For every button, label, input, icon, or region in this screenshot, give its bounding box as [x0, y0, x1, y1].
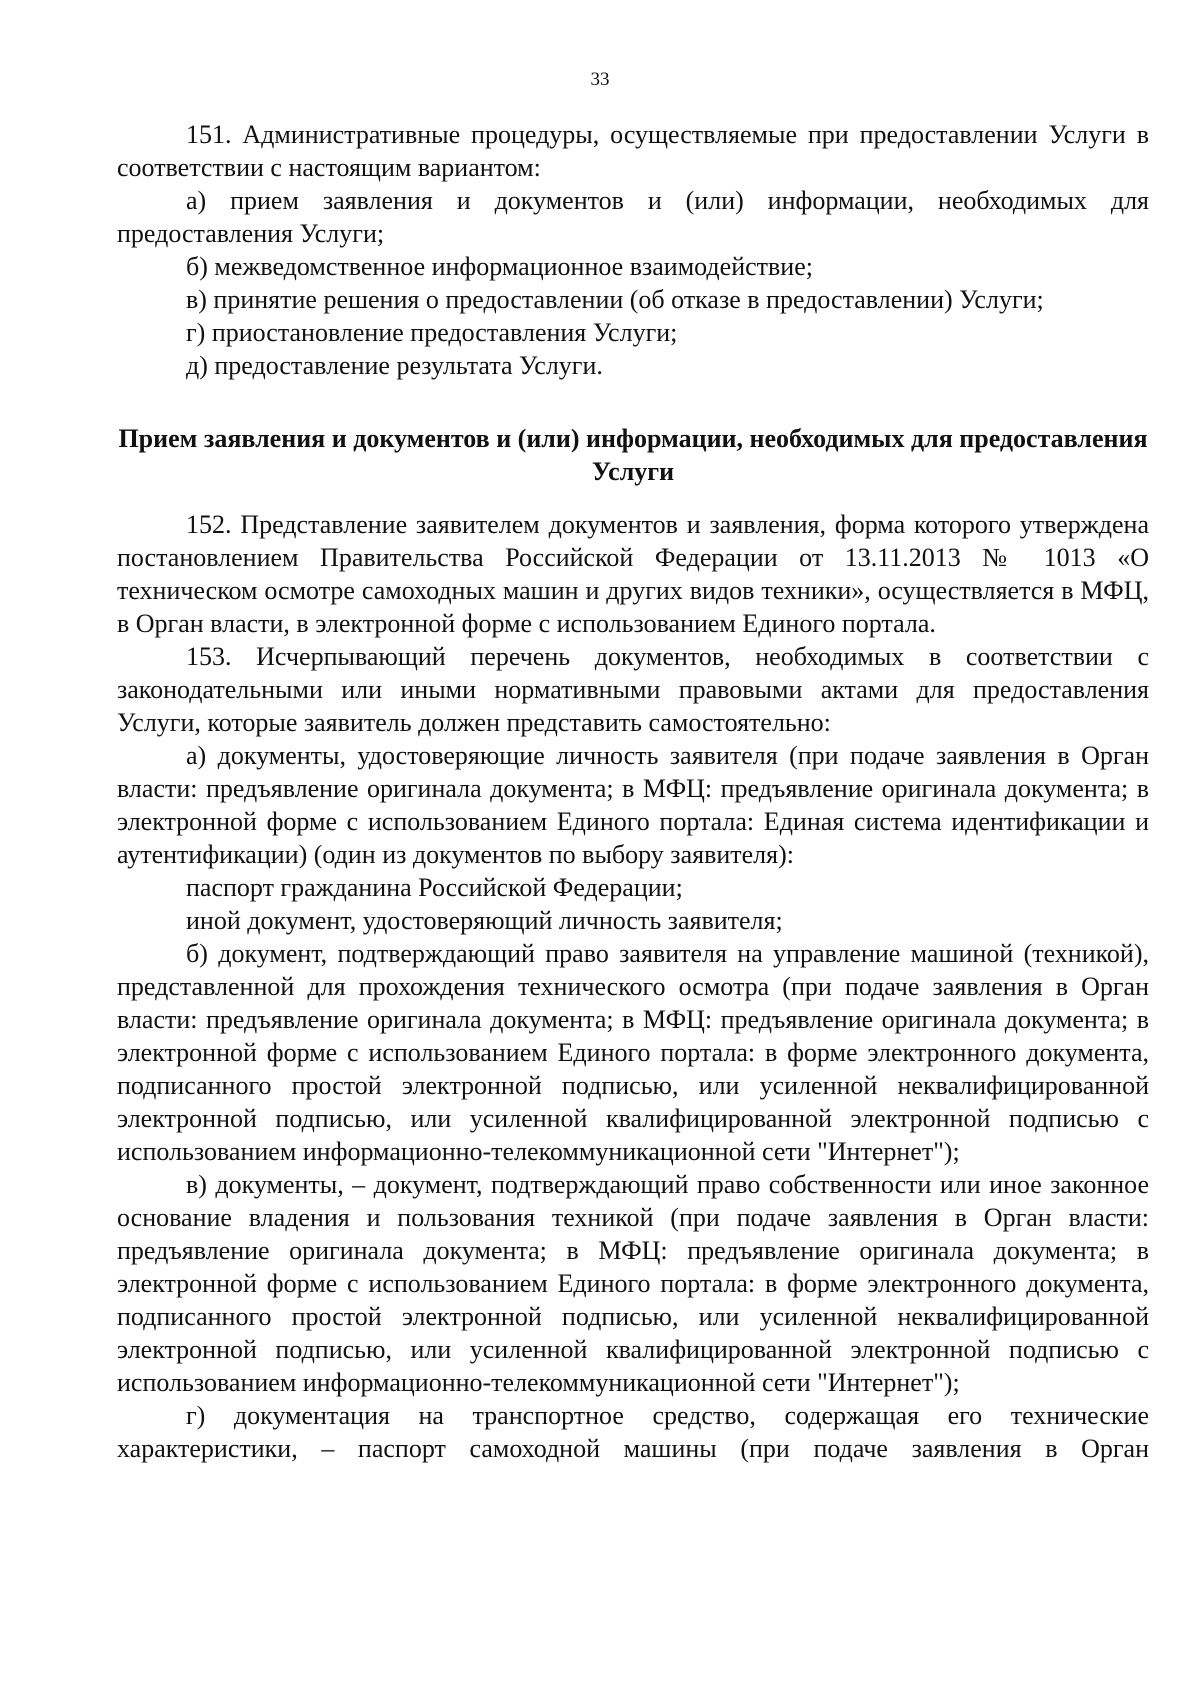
doc-subitem-passport: паспорт гражданина Российской Федерации; [186, 873, 683, 902]
list-item-g: г) приостановление предоставления Услуги; [186, 318, 678, 347]
doc-item-v: в) документы, – документ, подтверждающий право собственности или иное законное основание владения и пользования техникой (при подаче заявления в Орган власти: предъявление оригинала документа; в МФЦ: предъявление оригинала документа; в электронной форме с использованием Единого портала: в форме электронного документа, подписанного простой электронной подписью, или усиленной неквалифицированной электронной подписью, или усиленной квалифицированной электронной подписью с использованием информационно-телекоммуникационной сети "Интернет"); [117, 1170, 1149, 1397]
doc-item-b: б) документ, подтверждающий право заявителя на управление машиной (техникой), представленной для прохождения технического осмотра (при подаче заявления в Орган власти: предъявление оригинала документа; в МФЦ: предъявление оригинала документа; в электронной форме с использованием Единого портала: в форме электронного документа, подписанного простой электронной подписью, или усиленной неквалифицированной электронной подписью, или усиленной квалифицированной электронной подписью с использованием информационно-телекоммуникационной сети "Интернет"); [117, 939, 1149, 1166]
section-heading: Прием заявления и документов и (или) информации, необходимых для предоставления Услуги [118, 424, 1148, 486]
list-item-a: а) прием заявления и документов и (или) информации, необходимых для предоставления Услуги; [117, 186, 1149, 248]
doc-item-a: а) документы, удостоверяющие личность заявителя (при подаче заявления в Орган власти: предъявление оригинала документа; в МФЦ: предъявление оригинала документа; в электронной форме с использованием Единого портала: Единая система идентификации и аутентификации) (один из документов по выбору заявителя): [117, 741, 1149, 869]
list-item-d: д) предоставление результата Услуги. [186, 351, 603, 380]
doc-subitem-other-id: иной документ, удостоверяющий личность заявителя; [186, 906, 783, 935]
list-item-b: б) межведомственное информационное взаимодействие; [186, 252, 813, 281]
paragraph-152: 152. Представление заявителем документов и заявления, форма которого утверждена постановлением Правительства Российской Федерации от 13.11.2013 № 1013 «О техническом осмотре самоходных машин и других видов техники», осуществляется в МФЦ, в Орган власти, в электронной форме с использованием Единого портала. [117, 510, 1149, 638]
page-content [117, 118, 1149, 1465]
paragraph-153: 153. Исчерпывающий перечень документов, необходимых в соответствии с законодательными или иными нормативными правовыми актами для предоставления Услуги, которые заявитель должен представить самостоятельно: [117, 642, 1149, 737]
list-item-v: в) принятие решения о предоставлении (об отказе в предоставлении) Услуги; [186, 285, 1044, 314]
page-number: 33 [590, 69, 610, 90]
paragraph-151: 151. Административные процедуры, осуществляемые при предоставлении Услуги в соответствии с настоящим вариантом: [117, 120, 1149, 182]
doc-item-g: г) документация на транспортное средство, содержащая его технические характеристики, – паспорт самоходной машины (при подаче заявления в Орган [117, 1401, 1149, 1463]
